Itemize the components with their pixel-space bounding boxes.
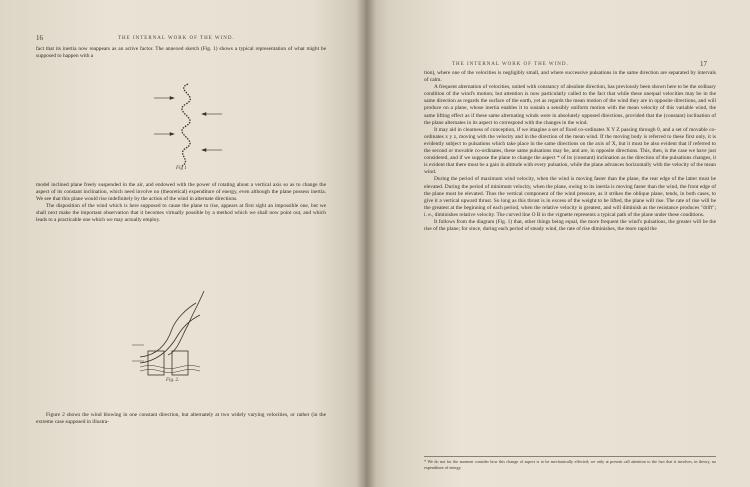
fig2-diagram xyxy=(130,285,220,380)
left-page-number: 16 xyxy=(36,34,43,42)
right-paragraph-2: A frequent alternation of velocities, united with constancy of absolute direction, has previously been shown here to be the ordinary condition of the wind's motion; but attention is now particularly called to the fact that while these unequal velocities may be in the same direction as regards the surface of the earth, yet as regards the mean motion of the wind they are in opposite directions, and will produce on a plane, whose inertia enables it to sustain a sensibly uniform motion with the mean velocity of this variable wind, the same lifting effect as if these same alternating winds were in absolutely opposed directions, provided that the (constant) inclination of the plane alternates in its aspect to correspond with the changes in the wind. xyxy=(424,84,716,126)
right-paragraph-5: It follows from the diagram (Fig. 1) that, other things being equal, the more frequent the wind's pulsations, the greater will be the rise of the plane; for since, during each period of steady wind, the rate of rise diminishes, the more rapid the xyxy=(424,218,716,233)
right-page xyxy=(366,0,750,487)
left-paragraph-2: The disposition of the wind which is here supposed to cause the plane to rise, appears at first sight an impossible one, but we shall next make the important observation that it becomes virtually possible by a method which we shall now point out, and which leads to a practicable one which we may actually employ. xyxy=(36,203,326,224)
fig1-diagram xyxy=(150,78,230,170)
left-intro-text xyxy=(36,46,326,60)
right-page-number: 17 xyxy=(700,60,707,68)
left-page xyxy=(0,0,366,487)
right-body-text xyxy=(424,70,716,233)
right-running-header: THE INTERNAL WORK OF THE WIND. xyxy=(452,62,569,67)
left-intro-paragraph: fact that its inertia now reappears as an active factor. The annexed sketch (Fig. 1) shows a typical representation of what might be supposed to happen with a xyxy=(36,46,326,60)
right-paragraph-1: tion), where one of the velocities is negligibly small, and where successive pulsations in the same direction are separated by intervals of calm. xyxy=(424,70,716,84)
book-gutter xyxy=(356,0,376,487)
right-footnote: * We do not for the moment consider how this change of aspect is to be mechanically effected; we only at present call attention to the fact that it involves, in theory, no expenditure of energy. xyxy=(424,459,716,470)
left-paragraph-1: model inclined plane freely suspended in the air, and endowed with the power of rotating about a vertical axis so as to change the aspect of its constant inclination, which need involve no (theoretical) expenditure of energy, even although the plane possess inertia. We see that this plane would rise indefinitely by the action of the wind in alternate directions. xyxy=(36,182,326,203)
left-closing-text xyxy=(36,412,326,426)
left-running-header: THE INTERNAL WORK OF THE WIND. xyxy=(118,36,235,41)
footnote-rule xyxy=(424,456,716,457)
left-body-text xyxy=(36,182,326,225)
fig1-caption: Fig 1 xyxy=(176,166,187,171)
right-paragraph-4: During the period of maximum wind velocity, when the wind is moving faster than the plane, the rear edge of the latter must be elevated. During the period of minimum velocity, when the plane, owing to its inertia is moving faster than the wind, the front edge of the plane must be elevated. Thus the vertical component of the wind pressure, as it strikes the oblique plane, tends, in both cases, to give it a vertical upward thrust. So long as this thrust is in excess of the weight to be lifted, the plane will rise. The rate of rise will be the greatest at the beginning of each period, when the relative velocity is greatest, and will diminish as the resistance produces "drift"; i. e., diminishes relative velocity. The curved line O B in the vignette represents a typical path of the plane under these conditions. xyxy=(424,176,716,218)
left-paragraph-3: Figure 2 shows the wind blowing in one constant direction, but alternately at two widely varying velocities, or rather (in the extreme case supposed in illustra- xyxy=(36,412,326,426)
right-paragraph-3: It may aid in clearness of conception, if we imagine a set of fixed co-ordinates X Y Z passing through 0, and a set of movable co-ordinates x y z, moving with the velocity and in the direction of the mean wind. If the moving body is referred to these first only, it is evidently subject to pulsations which take place in the same directions on the axis of X, but it must be also evident that if referred to the second or movable co-ordinates, these same pulsations may be, and are, in opposite directions. This, then, is the case we have just considered, and if we suppose the plane to change the aspect * of its (constant) inclination as the direction of the pulsations changes, it is evident that there must be a gain in altitude with every pulsation, while the plane advances horizontally with the velocity of the mean wind. xyxy=(424,126,716,176)
fig2-caption: Fig. 2. xyxy=(166,378,180,383)
